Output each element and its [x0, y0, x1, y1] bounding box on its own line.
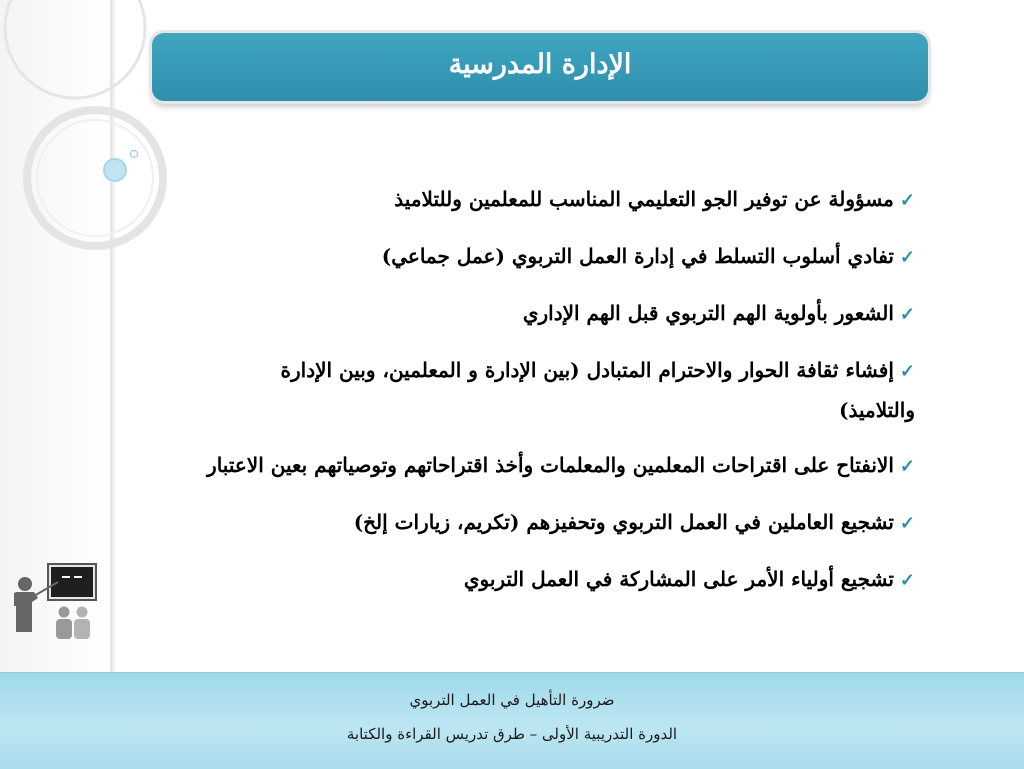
- list-item: ✓إفشاء ثقافة الحوار والاحترام المتبادل (بين الإدارة و المعلمين، وبين الإدارة والتلاميذ): [280, 358, 915, 422]
- ring-middle-inner: [37, 120, 153, 236]
- checkmark-icon: ✓: [899, 570, 915, 591]
- list-item: ✓الشعور بأولوية الهم التربوي قبل الهم الإداري: [522, 301, 915, 325]
- checkmark-icon: ✓: [899, 513, 915, 534]
- checkmark-icon: ✓: [899, 361, 915, 382]
- footer: [0, 672, 1024, 769]
- title-banner: [152, 33, 928, 101]
- student-body: [56, 619, 72, 639]
- footer-course: الدورة التدريبية الأولى – طرق تدريس القراءة والكتابة: [346, 725, 678, 743]
- list-item: ✓مسؤولة عن توفير الجو التعليمي المناسب للمعلمين وللتلاميذ: [394, 187, 915, 211]
- teacher-body: [14, 592, 38, 632]
- checkmark-icon: ✓: [899, 190, 915, 211]
- ring-top: [5, 0, 145, 98]
- teacher-head: [18, 577, 32, 591]
- page-title: الإدارة المدرسية: [448, 48, 632, 80]
- checkmark-icon: ✓: [899, 456, 915, 477]
- student-head: [77, 607, 88, 618]
- ring-middle: [27, 110, 163, 246]
- checkmark-icon: ✓: [899, 304, 915, 325]
- dot-small: [131, 151, 138, 158]
- list-item: ✓الانفتاح على اقتراحات المعلمين والمعلمات وأخذ اقتراحاتهم وتوصياتهم بعين الاعتبار: [207, 453, 915, 477]
- bullet-list: [205, 180, 915, 600]
- checkmark-icon: ✓: [899, 247, 915, 268]
- dot-blue: [104, 159, 126, 181]
- list-item: ✓تشجيع العاملين في العمل التربوي وتحفيزهم (تكريم، زيارات إلخ): [353, 510, 915, 534]
- list-item: ✓تفادي أسلوب التسلط في إدارة العمل التربوي (عمل جماعي): [381, 244, 915, 268]
- student-head: [59, 607, 70, 618]
- decorative-rings: [0, 0, 170, 270]
- student-body: [74, 619, 90, 639]
- teacher-board-icon: [8, 562, 98, 642]
- list-item: ✓تشجيع أولياء الأمر على المشاركة في العمل التربوي: [463, 567, 915, 591]
- footer-subtitle: ضرورة التأهيل في العمل التربوي: [409, 691, 615, 709]
